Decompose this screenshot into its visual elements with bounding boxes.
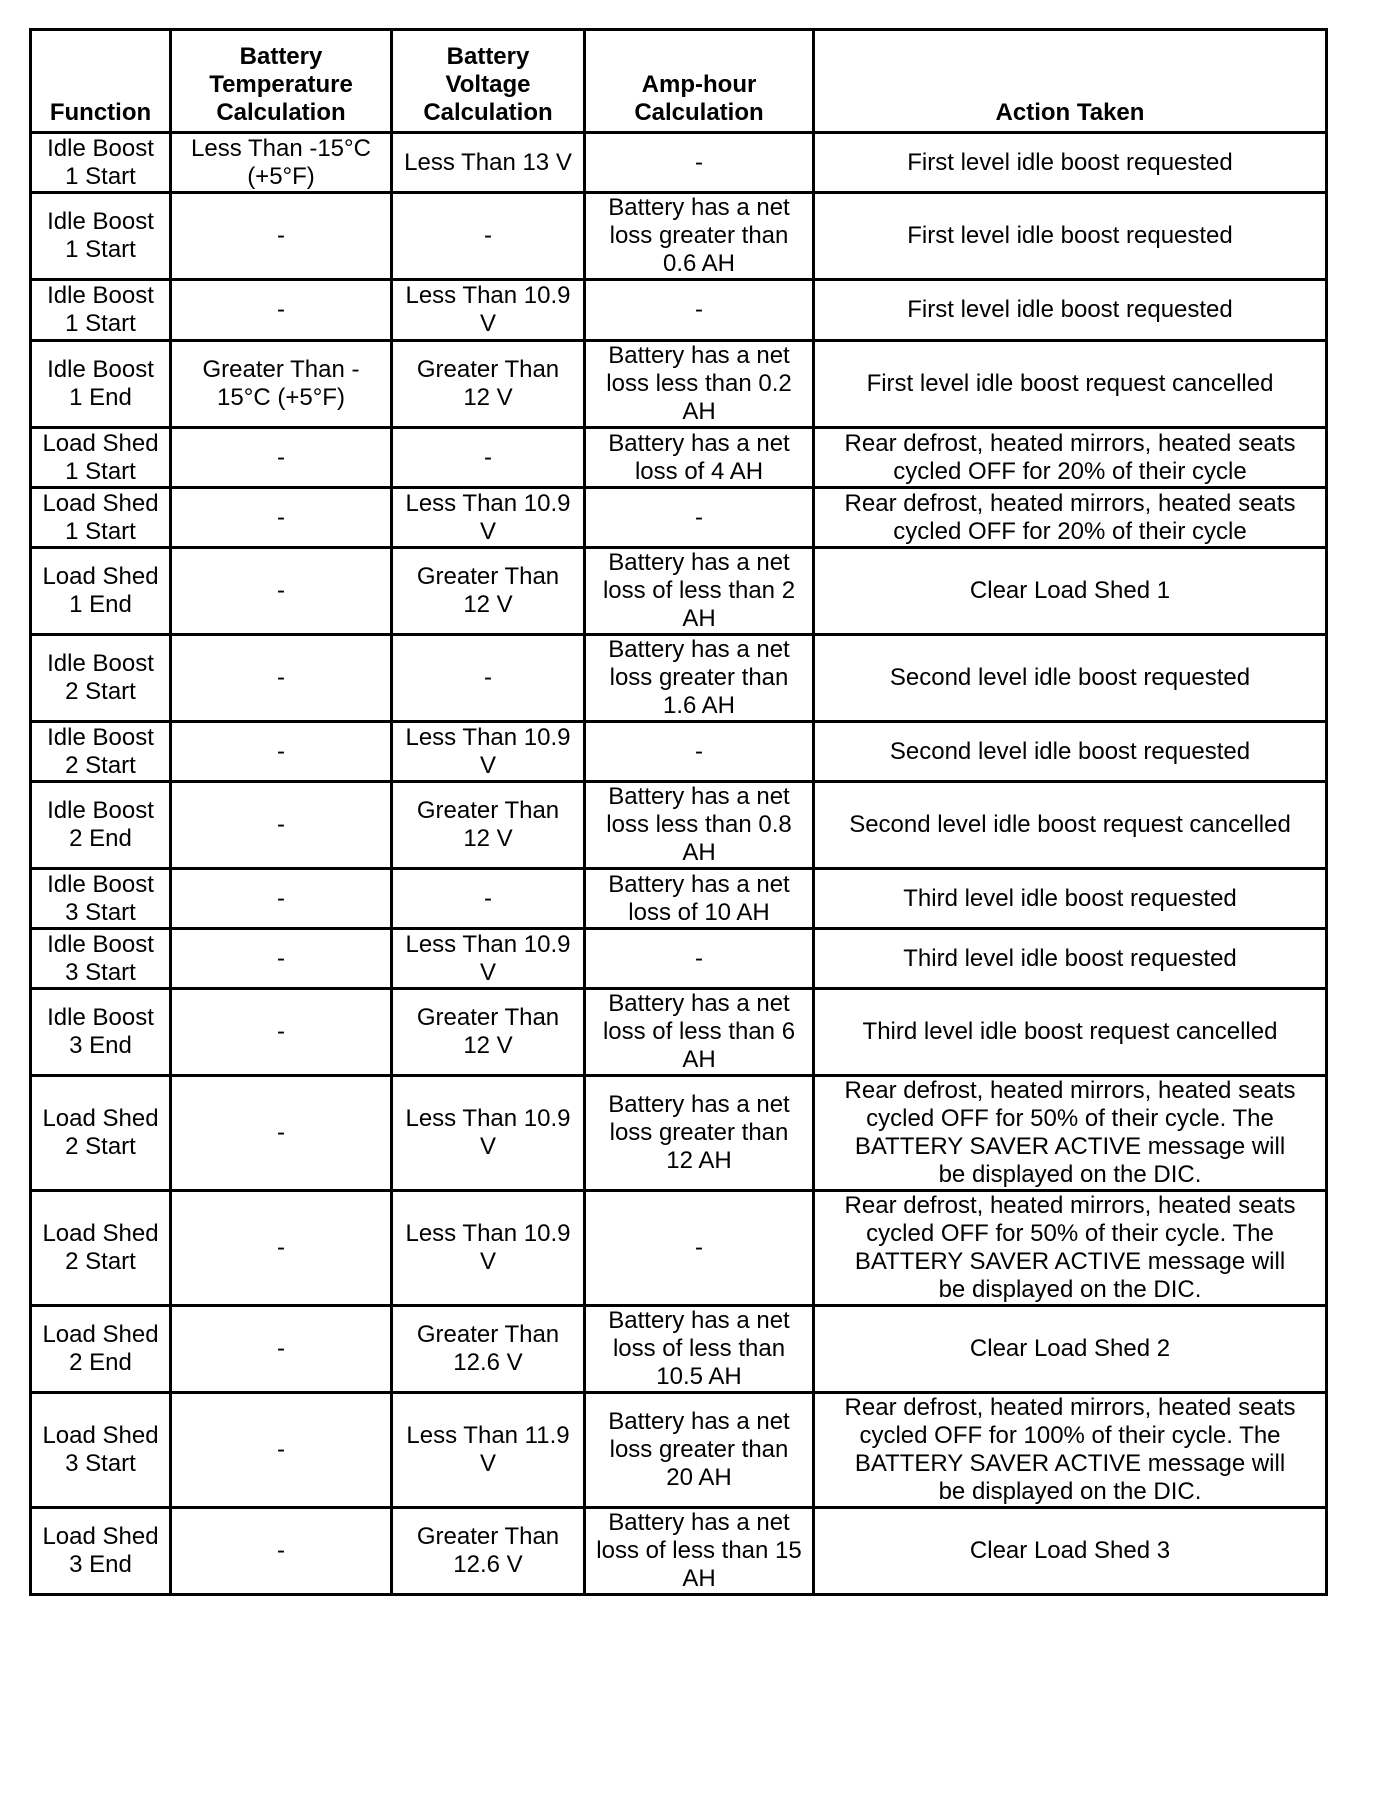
- table-row: [31, 782, 1327, 869]
- action-taken-cell: First level idle boost requested: [814, 193, 1327, 280]
- table-row: [31, 548, 1327, 635]
- battery-temperature-cell: -: [171, 722, 392, 782]
- amp-hour-cell: Battery has a net loss of less than 15 AH: [585, 1508, 814, 1595]
- table-row: [31, 1393, 1327, 1508]
- action-taken-cell: Second level idle boost requested: [814, 635, 1327, 722]
- action-taken-cell: Third level idle boost request cancelled: [814, 989, 1327, 1076]
- amp-hour-cell: -: [585, 929, 814, 989]
- battery-temperature-cell: -: [171, 193, 392, 280]
- action-taken-cell: Rear defrost, heated mirrors, heated seats cycled OFF for 50% of their cycle. The BATTERY SAVER ACTIVE message will be displayed on the DIC.: [814, 1076, 1327, 1191]
- amp-hour-cell: Battery has a net loss of 10 AH: [585, 869, 814, 929]
- battery-temperature-cell: -: [171, 989, 392, 1076]
- amp-hour-cell: -: [585, 280, 814, 341]
- action-taken-cell: Second level idle boost requested: [814, 722, 1327, 782]
- action-taken-cell: Third level idle boost requested: [814, 929, 1327, 989]
- battery-voltage-cell: Greater Than 12 V: [392, 341, 585, 428]
- function-cell: Load Shed 2 End: [31, 1306, 171, 1393]
- action-taken-cell: Rear defrost, heated mirrors, heated seats cycled OFF for 20% of their cycle: [814, 428, 1327, 488]
- battery-temperature-cell: Less Than -15°C (+5°F): [171, 133, 392, 193]
- battery-voltage-cell: Less Than 10.9 V: [392, 1191, 585, 1306]
- function-cell: Idle Boost 3 Start: [31, 929, 171, 989]
- battery-voltage-cell: -: [392, 193, 585, 280]
- amp-hour-cell: Battery has a net loss greater than 0.6 AH: [585, 193, 814, 280]
- battery-temperature-cell: -: [171, 1191, 392, 1306]
- action-taken-cell: Clear Load Shed 1: [814, 548, 1327, 635]
- table-row: [31, 193, 1327, 280]
- amp-hour-cell: Battery has a net loss of less than 6 AH: [585, 989, 814, 1076]
- table-row: [31, 428, 1327, 488]
- amp-hour-cell: Battery has a net loss greater than 12 AH: [585, 1076, 814, 1191]
- amp-hour-cell: Battery has a net loss less than 0.2 AH: [585, 341, 814, 428]
- battery-voltage-cell: Greater Than 12.6 V: [392, 1508, 585, 1595]
- amp-hour-cell: -: [585, 1191, 814, 1306]
- table-row: [31, 341, 1327, 428]
- function-cell: Idle Boost 2 End: [31, 782, 171, 869]
- amp-hour-cell: Battery has a net loss less than 0.8 AH: [585, 782, 814, 869]
- action-taken-cell: Clear Load Shed 3: [814, 1508, 1327, 1595]
- table-body: [31, 133, 1327, 1595]
- function-cell: Load Shed 1 Start: [31, 428, 171, 488]
- table-row: [31, 1191, 1327, 1306]
- amp-hour-cell: Battery has a net loss greater than 20 AH: [585, 1393, 814, 1508]
- battery-voltage-cell: Greater Than 12 V: [392, 989, 585, 1076]
- function-cell: Idle Boost 1 Start: [31, 193, 171, 280]
- battery-voltage-cell: Greater Than 12.6 V: [392, 1306, 585, 1393]
- action-taken-cell: Rear defrost, heated mirrors, heated seats cycled OFF for 50% of their cycle. The BATTERY SAVER ACTIVE message will be displayed on the DIC.: [814, 1191, 1327, 1306]
- battery-voltage-cell: Less Than 10.9 V: [392, 488, 585, 548]
- battery-temperature-cell: -: [171, 1508, 392, 1595]
- function-cell: Load Shed 3 Start: [31, 1393, 171, 1508]
- table-row: [31, 280, 1327, 341]
- action-taken-cell: Third level idle boost requested: [814, 869, 1327, 929]
- battery-voltage-cell: -: [392, 428, 585, 488]
- battery-voltage-cell: Greater Than 12 V: [392, 548, 585, 635]
- battery-temperature-cell: -: [171, 1306, 392, 1393]
- header-function: Function: [31, 30, 171, 133]
- battery-voltage-cell: -: [392, 869, 585, 929]
- action-taken-cell: Clear Load Shed 2: [814, 1306, 1327, 1393]
- header-battery-temperature-calculation: Battery Temperature Calculation: [171, 30, 392, 133]
- battery-temperature-cell: -: [171, 1076, 392, 1191]
- function-cell: Idle Boost 3 Start: [31, 869, 171, 929]
- function-cell: Idle Boost 1 Start: [31, 133, 171, 193]
- battery-temperature-cell: -: [171, 1393, 392, 1508]
- function-cell: Idle Boost 1 End: [31, 341, 171, 428]
- battery-voltage-cell: Less Than 10.9 V: [392, 722, 585, 782]
- action-taken-cell: Rear defrost, heated mirrors, heated seats cycled OFF for 100% of their cycle. The BATTERY SAVER ACTIVE message will be displayed on the DIC.: [814, 1393, 1327, 1508]
- table-row: [31, 1508, 1327, 1595]
- action-taken-cell: First level idle boost requested: [814, 280, 1327, 341]
- amp-hour-cell: -: [585, 133, 814, 193]
- battery-voltage-cell: Greater Than 12 V: [392, 782, 585, 869]
- battery-temperature-cell: -: [171, 635, 392, 722]
- battery-temperature-cell: -: [171, 782, 392, 869]
- battery-voltage-cell: Less Than 10.9 V: [392, 280, 585, 341]
- amp-hour-cell: Battery has a net loss of less than 10.5 AH: [585, 1306, 814, 1393]
- header-action-taken: Action Taken: [814, 30, 1327, 133]
- amp-hour-cell: Battery has a net loss of 4 AH: [585, 428, 814, 488]
- amp-hour-cell: -: [585, 722, 814, 782]
- table-row: [31, 488, 1327, 548]
- function-cell: Idle Boost 1 Start: [31, 280, 171, 341]
- function-cell: Load Shed 2 Start: [31, 1191, 171, 1306]
- table-row: [31, 929, 1327, 989]
- battery-voltage-cell: Less Than 10.9 V: [392, 929, 585, 989]
- battery-voltage-cell: Less Than 11.9 V: [392, 1393, 585, 1508]
- function-cell: Load Shed 3 End: [31, 1508, 171, 1595]
- table-row: [31, 989, 1327, 1076]
- function-cell: Load Shed 2 Start: [31, 1076, 171, 1191]
- header-battery-voltage-calculation: Battery Voltage Calculation: [392, 30, 585, 133]
- header-amp-hour-calculation: Amp-hour Calculation: [585, 30, 814, 133]
- battery-temperature-cell: -: [171, 428, 392, 488]
- table-row: [31, 722, 1327, 782]
- header-row: [31, 30, 1327, 133]
- battery-management-table: [29, 28, 1328, 1596]
- battery-temperature-cell: -: [171, 929, 392, 989]
- amp-hour-cell: Battery has a net loss greater than 1.6 AH: [585, 635, 814, 722]
- battery-temperature-cell: -: [171, 548, 392, 635]
- amp-hour-cell: Battery has a net loss of less than 2 AH: [585, 548, 814, 635]
- battery-temperature-cell: -: [171, 488, 392, 548]
- function-cell: Load Shed 1 Start: [31, 488, 171, 548]
- table-row: [31, 133, 1327, 193]
- table-row: [31, 1076, 1327, 1191]
- action-taken-cell: First level idle boost requested: [814, 133, 1327, 193]
- action-taken-cell: Second level idle boost request cancelled: [814, 782, 1327, 869]
- battery-voltage-cell: -: [392, 635, 585, 722]
- battery-temperature-cell: -: [171, 869, 392, 929]
- table-row: [31, 1306, 1327, 1393]
- battery-temperature-cell: -: [171, 280, 392, 341]
- function-cell: Idle Boost 2 Start: [31, 635, 171, 722]
- battery-temperature-cell: Greater Than - 15°C (+5°F): [171, 341, 392, 428]
- battery-voltage-cell: Less Than 13 V: [392, 133, 585, 193]
- action-taken-cell: First level idle boost request cancelled: [814, 341, 1327, 428]
- function-cell: Idle Boost 3 End: [31, 989, 171, 1076]
- battery-voltage-cell: Less Than 10.9 V: [392, 1076, 585, 1191]
- table-header: [31, 30, 1327, 133]
- table-row: [31, 869, 1327, 929]
- action-taken-cell: Rear defrost, heated mirrors, heated seats cycled OFF for 20% of their cycle: [814, 488, 1327, 548]
- table-row: [31, 635, 1327, 722]
- amp-hour-cell: -: [585, 488, 814, 548]
- function-cell: Load Shed 1 End: [31, 548, 171, 635]
- function-cell: Idle Boost 2 Start: [31, 722, 171, 782]
